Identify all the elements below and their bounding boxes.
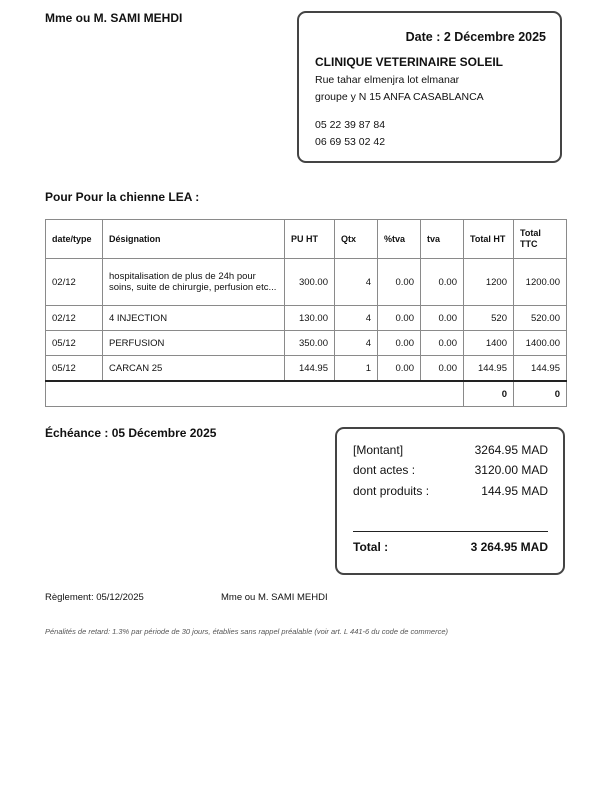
header-total-ht: Total HT [464, 220, 514, 259]
cell-qtx: 4 [335, 306, 378, 331]
cell-total-ht: 520 [464, 306, 514, 331]
header-tva: tva [421, 220, 464, 259]
total-label: Total : [353, 540, 389, 554]
cell-qtx: 1 [335, 356, 378, 382]
header-total-ttc: Total TTC [514, 220, 567, 259]
cell-designation: hospitalisation de plus de 24h pour soins, suite de chirurgie, perfusion etc... [103, 259, 285, 306]
table-row [46, 306, 567, 331]
cell-pct-tva: 0.00 [378, 306, 421, 331]
clinic-phone-1: 05 22 39 87 84 [315, 119, 386, 131]
header-date-type: date/type [46, 220, 103, 259]
cell-pu-ht: 130.00 [285, 306, 335, 331]
cell-tva: 0.00 [421, 356, 464, 382]
cell-total-ht: 144.95 [464, 356, 514, 382]
cell-total-ht: 1400 [464, 331, 514, 356]
total-ttc-sum: 0 [514, 381, 567, 407]
cell-qtx: 4 [335, 259, 378, 306]
payment-date: Règlement: 05/12/2025 [45, 592, 144, 603]
clinic-info-box [297, 11, 562, 163]
clinic-address-line-2: groupe y N 15 ANFA CASABLANCA [315, 91, 484, 103]
cell-total-ttc: 520.00 [514, 306, 567, 331]
table-row [46, 356, 567, 382]
cell-designation: 4 INJECTION [103, 306, 285, 331]
cell-total-ttc: 1200.00 [514, 259, 567, 306]
actes-value: 3120.00 MAD [474, 463, 548, 477]
cell-total-ttc: 144.95 [514, 356, 567, 382]
cell-total-ttc: 1400.00 [514, 331, 567, 356]
clinic-address-line-1: Rue tahar elmenjra lot elmanar [315, 74, 460, 86]
cell-pct-tva: 0.00 [378, 259, 421, 306]
cell-date: 05/12 [46, 331, 103, 356]
cell-tva: 0.00 [421, 306, 464, 331]
cell-tva: 0.00 [421, 331, 464, 356]
cell-designation: CARCAN 25 [103, 356, 285, 382]
header-qtx: Qtx [335, 220, 378, 259]
header-pct-tva: %tva [378, 220, 421, 259]
due-date: Échéance : 05 Décembre 2025 [45, 426, 217, 440]
late-payment-note: Pénalités de retard: 1.3% par période de 30 jours, établies sans rappel préalable (voir art. L 441-6 du code de commerce) [45, 627, 449, 636]
montant-value: 3264.95 MAD [474, 443, 548, 457]
animal-line: Pour Pour la chienne LEA : [45, 190, 200, 204]
cell-pct-tva: 0.00 [378, 356, 421, 382]
cell-pct-tva: 0.00 [378, 331, 421, 356]
cell-date: 02/12 [46, 259, 103, 306]
client-name: Mme ou M. SAMI MEHDI [45, 11, 183, 25]
cell-date: 05/12 [46, 356, 103, 382]
summary-divider [353, 531, 548, 532]
cell-pu-ht: 350.00 [285, 331, 335, 356]
cell-designation: PERFUSION [103, 331, 285, 356]
footer-client-name: Mme ou M. SAMI MEHDI [221, 592, 328, 603]
clinic-name: CLINIQUE VETERINAIRE SOLEIL [315, 55, 504, 69]
produits-value: 144.95 MAD [481, 484, 548, 498]
header-designation: Désignation [103, 220, 285, 259]
header-pu-ht: PU HT [285, 220, 335, 259]
cell-date: 02/12 [46, 306, 103, 331]
cell-qtx: 4 [335, 331, 378, 356]
totals-spacer [46, 381, 464, 407]
table-row [46, 331, 567, 356]
table-row [46, 259, 567, 306]
cell-tva: 0.00 [421, 259, 464, 306]
actes-label: dont actes : [353, 463, 416, 477]
amount-summary-box [335, 427, 565, 575]
total-ht-sum: 0 [464, 381, 514, 407]
invoice-table [45, 219, 567, 407]
produits-label: dont produits : [353, 484, 430, 498]
total-value: 3 264.95 MAD [470, 540, 548, 554]
clinic-phone-2: 06 69 53 02 42 [315, 136, 386, 148]
table-totals-row [46, 381, 567, 407]
cell-pu-ht: 300.00 [285, 259, 335, 306]
table-header-row [46, 220, 567, 259]
invoice-date: Date : 2 Décembre 2025 [405, 30, 546, 44]
montant-label: [Montant] [353, 443, 404, 457]
cell-total-ht: 1200 [464, 259, 514, 306]
cell-pu-ht: 144.95 [285, 356, 335, 382]
